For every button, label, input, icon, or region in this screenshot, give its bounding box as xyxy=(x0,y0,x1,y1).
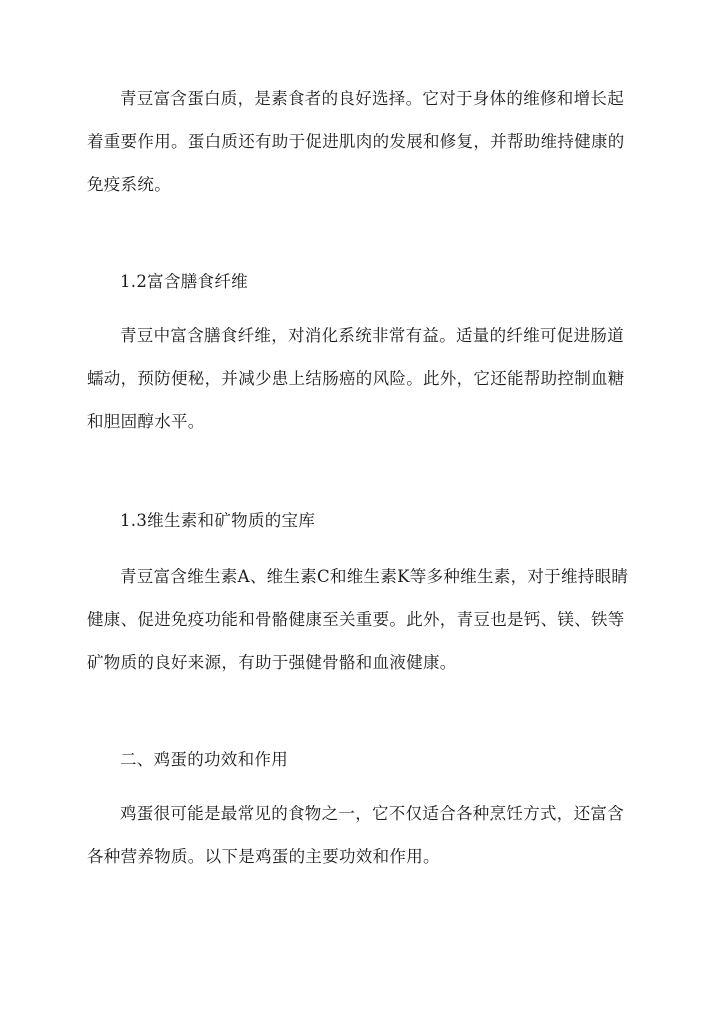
paragraph-line: 蠕动，预防便秘，并减少患上结肠癌的风险。此外，它还能帮助控制血糖 xyxy=(87,369,625,388)
paragraph-line: 各种营养物质。以下是鸡蛋的主要功效和作用。 xyxy=(87,847,440,866)
paragraph-line: 青豆中富含膳食纤维，对消化系统非常有益。适量的纤维可促进肠道 xyxy=(120,326,624,345)
paragraph-line: 健康、促进免疫功能和骨骼健康至关重要。此外，青豆也是钙、镁、铁等 xyxy=(87,610,625,629)
paragraph-line: 矿物质的良好来源，有助于强健骨骼和血液健康。 xyxy=(87,653,457,672)
paragraph-line: 鸡蛋很可能是最常见的食物之一，它不仅适合各种烹饪方式，还富含 xyxy=(120,804,624,823)
paragraph-line: 青豆富含蛋白质，是素食者的良好选择。它对于身体的维修和增长起 xyxy=(120,89,624,108)
section-heading: 1.3维生素和矿物质的宝库 xyxy=(120,511,316,530)
section-heading: 二、鸡蛋的功效和作用 xyxy=(120,750,288,769)
section-heading: 1.2富含膳食纤维 xyxy=(120,272,248,291)
paragraph-line: 免疫系统。 xyxy=(87,175,171,194)
paragraph-line: 着重要作用。蛋白质还有助于促进肌肉的发展和修复，并帮助维持健康的 xyxy=(87,132,625,151)
paragraph-line: 青豆富含维生素A、维生素C和维生素K等多种维生素，对于维持眼睛 xyxy=(120,567,629,586)
paragraph-line: 和胆固醇水平。 xyxy=(87,412,205,431)
